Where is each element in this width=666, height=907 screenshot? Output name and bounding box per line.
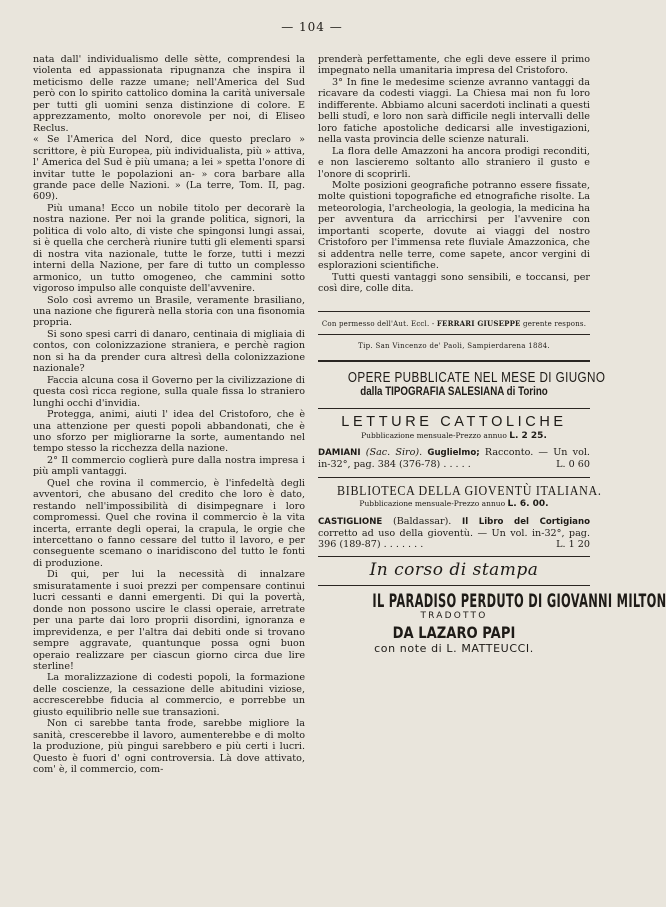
paragraph: nata dall' individualismo delle sètte, comprendesi la violenta ed appassionata ripugnanza che inspira il meticismo delle razze umane; nell'America del Sud però con lo spirito cattolico domina la carità universale per tutti gli uomini senza distinzione di colore. E apprezzamento, molto onorevole per noi, di Eliseo Reclus. — [33, 54, 305, 134]
paragraph: Tutti questi vantaggi sono sensibili, e toccansi, per così dire, colle dita. — [318, 271, 590, 295]
right-column-text — [318, 54, 590, 295]
printer-line: Tip. San Vincenzo de' Paoli, Sampierdarena 1884. — [358, 341, 550, 350]
imprimatur-suffix: gerente respons. — [523, 319, 587, 328]
paragraph: Molte posizioni geografiche potranno essere fissate, molte quistioni topografiche ed etnografiche risolte. La meteorologia, l'archeologia, la geologia, la medicina ha per avventura da arricchirsi per l'avvenire con importanti scoperte, dovute ai viaggi del nostro Cristoforo per l'immensa rete fluviale Amazzonica, che si addentra nelle terre, come sapete, ancor vergini di esplorazioni scientifiche. — [318, 179, 590, 272]
paragraph: Si sono spesi carri di danaro, centinaia di migliaia di contos, con colonizzazione straniera, e perchè ragion non si ha da prender cura altresì della colonizzazione nazionale? — [33, 328, 305, 375]
right-column — [318, 54, 666, 655]
paragraph: prenderà perfettamente, che egli deve essere il primo impegnato nella umanitaria impresa del Cristoforo. — [318, 54, 590, 77]
paragraph: La flora delle Amazzoni ha ancora prodigi reconditi, e non lascieremo soltanto allo straniero il gusto e l'onore di scoprirli. — [318, 145, 590, 180]
paragraph: Protegga, animi, aiuti l' idea del Cristoforo, che è una attenzione per questi popoli abbandonati, che è uno sforzo per migliorarne la sorte, aumentando nel tempo stesso la ricchezza della nazione. — [33, 409, 305, 455]
book-translator: DA LAZARO PAPI — [392, 622, 516, 642]
left-column — [33, 54, 305, 776]
divider — [318, 360, 590, 362]
divider — [318, 408, 590, 409]
page-number: — 104 — — [281, 20, 343, 34]
letture-heading: LETTURE CATTOLICHE — [341, 414, 567, 431]
divider — [318, 477, 590, 478]
imprimatur — [318, 318, 590, 330]
paragraph: « Se l'America del Nord, dice questo preclaro » scrittore, è più Europea, più individualista, più » attiva, l' America del Sud è più umana; a lei » spetta l'onore di invitar tutte le popolazioni an- » cora barbare alla grande pace delle Nazioni. » (La terre, Tom. II, pag. 609). — [33, 134, 305, 203]
paragraph: Di qui, per lui la necessità di innalzare smisuratamente i suoi prezzi per compensare continui lucri cessanti e danni emergenti. Di qui la povertà, donde non possono uscire le classi operaie, arretrate per una parte dai loro proprii disordini, ignoranza e imprevidenza, e per l'altra dai debiti onde si trovano sempre aggravate, quantunque possa ogni buon operaio realizzare per ciascun giorno circa due lire sterline! — [33, 569, 305, 673]
imprimatur-prefix: Con permesso dell'Aut. Eccl. - — [321, 319, 435, 328]
gerente-name: FERRARI GIUSEPPE — [436, 318, 521, 328]
biblioteca-entry: CASTIGLIONE (Baldassar). Il Libro del Cortigiano corretto ad uso della gioventù. — Un vol. in-32°, pag. 396 (189-87) . . . . . . . L. 1 20 — [318, 515, 590, 550]
paragraph: Più umana! Ecco un nobile titolo per decorarè la nostra nazione. Per noi la grande politica, signori, la politica di volo alto, di viste che spingonsi lungi assai, si è quella che cercherà riunire tutti gli elementi sparsi di nostra vita nazionale, tutte le forze, tutti i mezzi interni della Nazione, per fare di tutto un complesso armonico, un tutto omogeneo, che cammini sotto vigoroso impulso alle conquiste dell'avvenire. — [33, 202, 305, 295]
divider — [318, 556, 590, 557]
biblioteca-subscription: Pubblicazione mensuale-Prezzo annuo L. 6. 00. — [359, 499, 549, 510]
book-translated-label: TRADOTTO — [420, 611, 488, 622]
book-notes: con note di L. MATTEUCCI. — [374, 641, 534, 655]
book-title: IL PARADISO PERDUTO DI GIOVANNI MILTON — [372, 589, 666, 612]
in-corso-heading: In corso di stampa — [369, 560, 539, 581]
paragraph: Non ci sarebbe tanta frode, sarebbe migliore la sanità, crescerebbe il lavoro, aumenterebbe e di molto la produzione, più pingui sarebbero e più certi i lucri. Questo è fuori d' ogni controversia. Là dove attivato, com' è, il commercio, com- — [33, 718, 305, 776]
letture-entry: DAMIANI (Sac. Siro). Guglielmo; Racconto. — Un vol. in-32°, pag. 384 (376-78) . . . . . L. 0 60 — [318, 447, 590, 471]
biblioteca-heading: BIBLIOTECA DELLA GIOVENTÙ ITALIANA. — [337, 483, 602, 499]
paragraph: 3° In fine le medesime scienze avranno vantaggi da ricavare da codesti viaggi. La Chiesa mai non fu loro indifferente. Abbiamo alcuni sacerdoti inclinati a questi belli studî, e loro non sarà difficile negli intervalli delle loro fatiche apostoliche dedicarsi alle investigazioni, nella vasta provincia delle scienze naturali. — [318, 76, 590, 146]
paragraph: Faccia alcuna cosa il Governo per la civilizzazione di questa così ricca regione, sulla quale fissa lo straniero lunghi occhi d'invidia. — [33, 374, 305, 409]
letture-subscription: Pubblicazione mensuale-Prezzo annuo L. 2 25. — [361, 430, 547, 441]
divider — [318, 334, 590, 335]
paragraph: 2° Il commercio coglierà pure dalla nostra impresa i più ampli vantaggi. — [33, 454, 305, 478]
divider — [318, 311, 590, 312]
announcement-title: OPERE PUBBLICATE NEL MESE DI GIUGNO — [347, 369, 606, 387]
paragraph: Quel che rovina il commercio, è l'infedeltà degli avventori, che abusano del credito che loro è dato, restando nell'impossibilità di disimpegnare i loro compromessi. Quel che rovina il commercio è la vita incerta, errante degli operai, la crapula, le orgie che intercettano o fanno cessare del tutto il lavoro, e per conseguente scemano o inaridiscono del tutto le fonti di produzione. — [33, 477, 305, 569]
announcement-subtitle: dalla TIPOGRAFIA SALESIANA di Torino — [360, 385, 548, 398]
paragraph: Solo così avremo un Brasile, veramente brasiliano, una nazione che figurerà nella storia con una fisonomia propria. — [33, 294, 305, 329]
divider — [318, 585, 590, 586]
paragraph: La moralizzazione di codesti popoli, la formazione delle coscienze, la cessazione delle abitudini viziose, accrescerebbe fiducia al commercio, e porrebbe un giusto equilibrio nelle sue transazioni. — [33, 672, 305, 718]
